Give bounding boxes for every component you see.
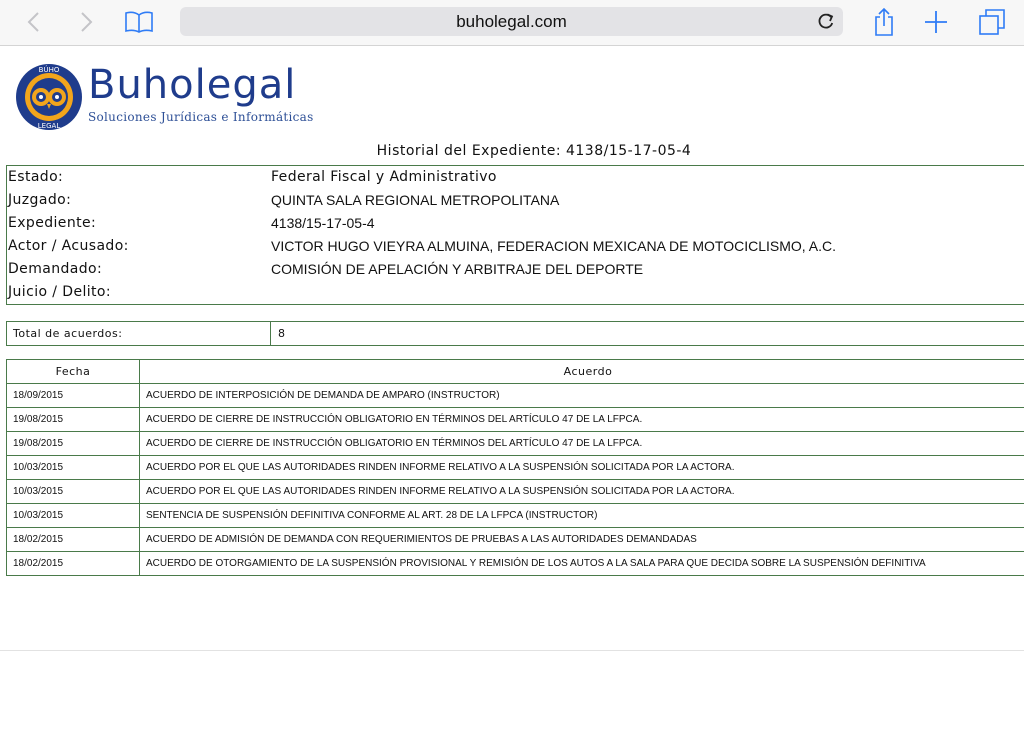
table-row <box>7 384 1024 408</box>
cell-fecha: 19/08/2015 <box>7 408 140 432</box>
info-label: Juzgado: <box>8 192 72 208</box>
forward-icon[interactable] <box>76 6 98 38</box>
info-value: Federal Fiscal y Administrativo <box>271 169 497 185</box>
info-value: COMISIÓN DE APELACIÓN Y ARBITRAJE DEL DEPORTE <box>271 261 644 277</box>
back-icon[interactable] <box>22 6 44 38</box>
brand-tagline: Soluciones Jurídicas e Informáticas <box>88 110 314 124</box>
tabs-icon[interactable] <box>977 6 1007 38</box>
table-row <box>7 432 1024 456</box>
brand-name: Buholegal <box>88 62 297 108</box>
cell-acuerdo: ACUERDO DE INTERPOSICIÓN DE DEMANDA DE AMPARO (INSTRUCTOR) <box>140 384 1024 408</box>
cell-fecha: 10/03/2015 <box>7 456 140 480</box>
expediente-info-table <box>6 165 1024 305</box>
owl-seal-icon <box>14 62 84 132</box>
cell-fecha: 18/02/2015 <box>7 528 140 552</box>
cell-acuerdo: ACUERDO DE CIERRE DE INSTRUCCIÓN OBLIGATORIO EN TÉRMINOS DEL ARTÍCULO 47 DE LA LFPCA. <box>140 432 1024 456</box>
table-row <box>7 528 1024 552</box>
cell-acuerdo: ACUERDO DE OTORGAMIENTO DE LA SUSPENSIÓN PROVISIONAL Y REMISIÓN DE LOS AUTOS A LA SALA PARA QUE DECIDA SOBRE LA SUSPENSIÓN DEFINITIVA <box>140 552 1024 576</box>
table-row <box>7 504 1024 528</box>
table-row <box>7 552 1024 576</box>
page-bottom-area <box>0 651 1024 750</box>
cell-acuerdo: ACUERDO DE ADMISIÓN DE DEMANDA CON REQUERIMIENTOS DE PRUEBAS A LAS AUTORIDADES DEMANDADAS <box>140 528 1024 552</box>
cell-fecha: 19/08/2015 <box>7 432 140 456</box>
buholegal-logo[interactable] <box>0 46 320 136</box>
info-row-demandado <box>7 258 1024 281</box>
info-row-juzgado <box>7 189 1024 212</box>
info-row-juicio <box>7 281 1024 304</box>
historial-title: Historial del Expediente: 4138/15-17-05-4 <box>376 143 692 159</box>
acuerdos-table <box>6 359 1024 576</box>
cell-acuerdo: SENTENCIA DE SUSPENSIÓN DEFINITIVA CONFORME AL ART. 28 DE LA LFPCA (INSTRUCTOR) <box>140 504 1024 528</box>
table-row <box>7 408 1024 432</box>
column-header-fecha: Fecha <box>7 360 140 384</box>
seal-text-top: BÚHO <box>38 66 60 74</box>
seal-text-bottom: LEGAL <box>37 122 61 130</box>
table-row <box>7 456 1024 480</box>
address-bar[interactable] <box>180 7 843 36</box>
divider <box>270 322 271 345</box>
reload-icon[interactable] <box>817 11 835 36</box>
cell-acuerdo: ACUERDO POR EL QUE LAS AUTORIDADES RINDEN INFORME RELATIVO A LA SUSPENSIÓN SOLICITADA POR LA ACTORA. <box>140 480 1024 504</box>
column-header-acuerdo: Acuerdo <box>140 360 1024 384</box>
info-row-actor <box>7 235 1024 258</box>
share-icon[interactable] <box>870 6 898 38</box>
cell-fecha: 18/02/2015 <box>7 552 140 576</box>
table-header-row <box>7 360 1024 384</box>
cell-fecha: 10/03/2015 <box>7 504 140 528</box>
info-value: QUINTA SALA REGIONAL METROPOLITANA <box>271 192 560 208</box>
info-value: VICTOR HUGO VIEYRA ALMUINA, FEDERACION MEXICANA DE MOTOCICLISMO, A.C. <box>271 238 837 254</box>
new-tab-icon[interactable] <box>922 6 950 38</box>
info-row-estado <box>7 166 1024 189</box>
info-value: 4138/15-17-05-4 <box>271 215 375 231</box>
total-value: 8 <box>278 327 285 340</box>
web-page <box>0 46 1024 651</box>
info-label: Juicio / Delito: <box>8 284 112 300</box>
bookmarks-icon[interactable] <box>122 6 156 38</box>
info-label: Actor / Acusado: <box>8 238 129 254</box>
table-row <box>7 480 1024 504</box>
browser-toolbar <box>0 0 1024 46</box>
total-acuerdos-row <box>6 321 1024 346</box>
info-row-expediente <box>7 212 1024 235</box>
info-label: Demandado: <box>8 261 103 277</box>
cell-fecha: 10/03/2015 <box>7 480 140 504</box>
total-label: Total de acuerdos: <box>13 327 123 340</box>
info-label: Expediente: <box>8 215 97 231</box>
url-text: buholegal.com <box>456 11 567 31</box>
cell-acuerdo: ACUERDO DE CIERRE DE INSTRUCCIÓN OBLIGATORIO EN TÉRMINOS DEL ARTÍCULO 47 DE LA LFPCA. <box>140 408 1024 432</box>
info-label: Estado: <box>8 169 64 185</box>
cell-acuerdo: ACUERDO POR EL QUE LAS AUTORIDADES RINDEN INFORME RELATIVO A LA SUSPENSIÓN SOLICITADA POR LA ACTORA. <box>140 456 1024 480</box>
cell-fecha: 18/09/2015 <box>7 384 140 408</box>
